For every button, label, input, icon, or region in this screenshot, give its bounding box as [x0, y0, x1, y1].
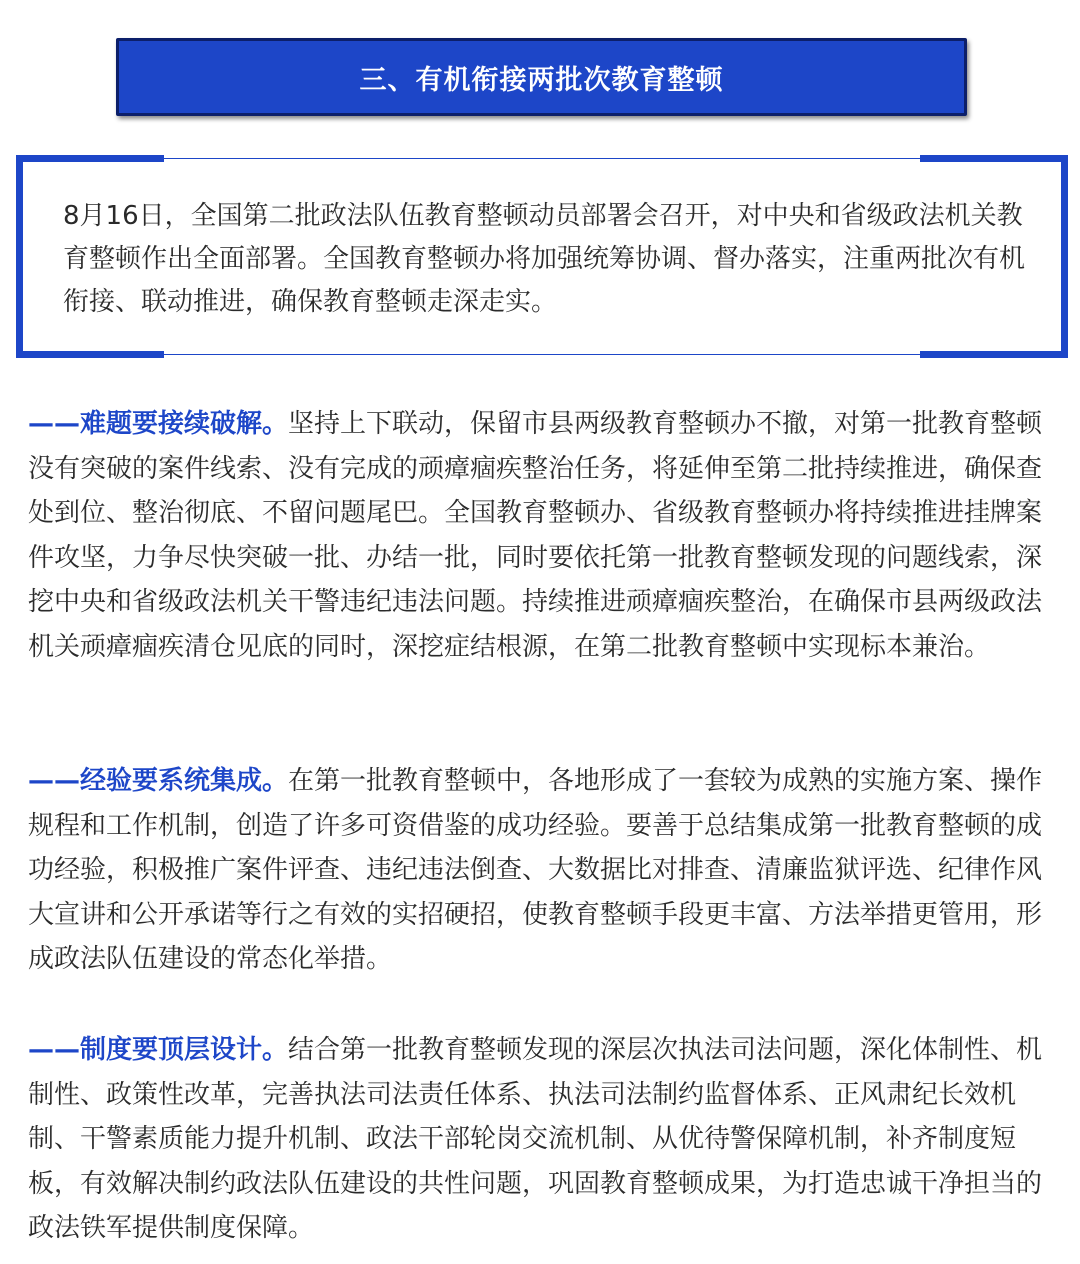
- frame-line-bottom: [164, 354, 920, 355]
- paragraph-heading: ——难题要接续破解。: [28, 409, 289, 439]
- frame-corner-top-right: [920, 155, 1068, 162]
- section-title-banner: [116, 38, 967, 116]
- frame-corner-top-left: [16, 155, 164, 162]
- paragraph-system-design: [28, 1028, 1056, 1251]
- intro-paragraph: 8月16日，全国第二批政法队伍教育整顿动员部署会召开，对中央和省级政法机关教育整顿作出全面部署。全国教育整顿办将加强统筹协调、督办落实，注重两批次有机衔接、联动推进，确保教育整顿走深走实。: [63, 201, 1026, 317]
- frame-corner-bottom-left: [16, 351, 164, 358]
- paragraph-experience: [28, 759, 1056, 982]
- paragraph-body: 坚持上下联动，保留市县两级教育整顿办不撤，对第一批教育整顿没有突破的案件线索、没有完成的顽瘴痼疾整治任务，将延伸至第二批持续推进，确保查处到位、整治彻底、不留问题尾巴。全国教育整顿办、省级教育整顿办将持续推进挂牌案件攻坚，力争尽快突破一批、办结一批，同时要依托第一批教育整顿发现的问题线索，深挖中央和省级政法机关干警违纪违法问题。持续推进顽瘴痼疾整治，在确保市县两级政法机关顽瘴痼疾清仓见底的同时，深挖症结根源，在第二批教育整顿中实现标本兼治。: [28, 409, 1043, 662]
- paragraph-heading: ——制度要顶层设计。: [28, 1035, 289, 1065]
- paragraph-body: 结合第一批教育整顿发现的深层次执法司法问题，深化体制性、机制性、政策性改革，完善执法司法责任体系、执法司法制约监督体系、正风肃纪长效机制、干警素质能力提升机制、政法干部轮岗交流机制、从优待警保障机制，补齐制度短板，有效解决制约政法队伍建设的共性问题，巩固教育整顿成果，为打造忠诚干净担当的政法铁军提供制度保障。: [28, 1035, 1043, 1243]
- paragraph-heading: ——经验要系统集成。: [28, 766, 289, 796]
- section-title: 三、有机衔接两批次教育整顿: [359, 64, 724, 96]
- paragraph-body: 在第一批教育整顿中，各地形成了一套较为成熟的实施方案、操作规程和工作机制，创造了许多可资借鉴的成功经验。要善于总结集成第一批教育整顿的成功经验，积极推广案件评查、违纪违法倒查、大数据比对排查、清廉监狱评选、纪律作风大宣讲和公开承诺等行之有效的实招硬招，使教育整顿手段更丰富、方法举措更管用，形成政法队伍建设的常态化举措。: [28, 766, 1043, 974]
- intro-box: [16, 155, 1068, 358]
- frame-line-top: [164, 158, 920, 159]
- paragraph-difficult-problems: [28, 402, 1056, 669]
- frame-corner-bottom-right: [920, 351, 1068, 358]
